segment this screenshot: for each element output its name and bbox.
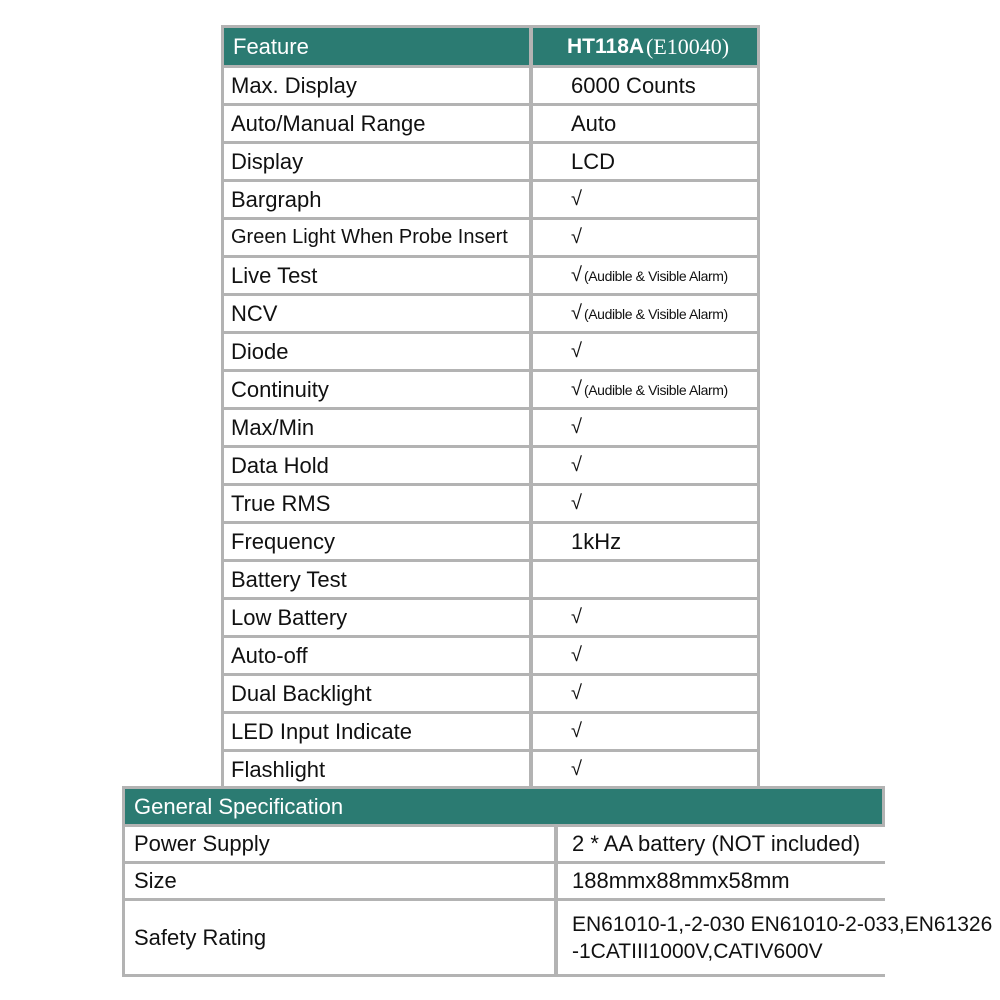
feature-value [533, 752, 757, 787]
table-row [221, 258, 760, 293]
feature-value [533, 600, 757, 635]
feature-value [533, 334, 757, 369]
check-mark-icon: √ [571, 264, 582, 286]
feature-value: 6000 Counts [533, 68, 757, 103]
spec-label: Power Supply [125, 827, 554, 861]
feature-value [533, 296, 757, 331]
table-row [221, 334, 760, 369]
feature-name: Low Battery [224, 600, 529, 635]
feature-value [533, 372, 757, 407]
feature-column-header: Feature [224, 28, 529, 65]
check-mark-icon: √ [571, 378, 582, 400]
feature-name: Data Hold [224, 448, 529, 483]
table-row [221, 676, 760, 711]
spec-label: Safety Rating [125, 901, 554, 974]
check-mark-icon: √ [571, 226, 582, 248]
spec-value [558, 901, 1000, 974]
feature-value [533, 220, 757, 255]
feature-name: Bargraph [224, 182, 529, 217]
table-row [221, 68, 760, 103]
check-mark-icon: √ [571, 644, 582, 666]
general-specification-table [122, 786, 993, 977]
table-row [221, 296, 760, 331]
feature-name: Flashlight [224, 752, 529, 787]
table-row [221, 144, 760, 179]
feature-name: Auto/Manual Range [224, 106, 529, 141]
table-row [221, 562, 760, 597]
feature-value [533, 410, 757, 445]
check-mark-icon: √ [571, 188, 582, 210]
feature-value [533, 448, 757, 483]
check-mark-icon: √ [571, 606, 582, 628]
feature-name: LED Input Indicate [224, 714, 529, 749]
feature-table-header [221, 28, 760, 65]
table-row [221, 410, 760, 445]
table-row [221, 524, 760, 559]
feature-value [533, 486, 757, 521]
check-mark-icon: √ [571, 454, 582, 476]
feature-value [533, 676, 757, 711]
feature-value [533, 562, 757, 597]
table-row [221, 372, 760, 407]
table-row [221, 752, 760, 787]
table-row [221, 714, 760, 749]
feature-name: Display [224, 144, 529, 179]
table-row [221, 182, 760, 217]
feature-name: Battery Test [224, 562, 529, 597]
feature-name: Dual Backlight [224, 676, 529, 711]
feature-name: Diode [224, 334, 529, 369]
alarm-note: (Audible & Visible Alarm) [583, 381, 728, 398]
feature-name: Max/Min [224, 410, 529, 445]
general-specification-title: General Specification [125, 789, 882, 824]
check-mark-icon: √ [571, 492, 582, 514]
check-mark-icon: √ [571, 340, 582, 362]
feature-name: Live Test [224, 258, 529, 293]
feature-value [533, 638, 757, 673]
model-name: HT118A [567, 34, 645, 58]
table-row [221, 220, 760, 255]
check-mark-icon: √ [571, 758, 582, 780]
table-row [221, 106, 760, 141]
model-code: (E10040) [646, 33, 730, 59]
feature-name: True RMS [224, 486, 529, 521]
feature-name: NCV [224, 296, 529, 331]
feature-value: 1kHz [533, 524, 757, 559]
table-row [221, 638, 760, 673]
alarm-note: (Audible & Visible Alarm) [583, 267, 728, 284]
table-row [221, 486, 760, 521]
table-row [122, 827, 885, 861]
check-mark-icon: √ [571, 302, 582, 324]
table-row [122, 864, 885, 898]
table-row [122, 901, 993, 974]
feature-value [533, 258, 757, 293]
table-row [221, 600, 760, 635]
model-column-header [533, 28, 757, 65]
check-mark-icon: √ [571, 416, 582, 438]
spec-value: 188mmx88mmx58mm [558, 864, 1000, 898]
feature-table [221, 25, 760, 787]
feature-name: Continuity [224, 372, 529, 407]
safety-rating-text: EN61010-1,-2-030 EN61010-2-033,EN61326 -1CATIII1000V,CATIV600V [572, 912, 993, 963]
feature-value [533, 182, 757, 217]
spec-label: Size [125, 864, 554, 898]
table-row [221, 448, 760, 483]
spec-value: 2 * AA battery (NOT included) [558, 827, 1000, 861]
feature-name: Green Light When Probe Insert [224, 220, 529, 255]
check-mark-icon: √ [571, 682, 582, 704]
feature-name: Max. Display [224, 68, 529, 103]
feature-name: Frequency [224, 524, 529, 559]
alarm-note: (Audible & Visible Alarm) [583, 305, 728, 322]
feature-value: LCD [533, 144, 757, 179]
check-mark-icon: √ [571, 720, 582, 742]
feature-name: Auto-off [224, 638, 529, 673]
feature-value [533, 714, 757, 749]
feature-value: Auto [533, 106, 757, 141]
